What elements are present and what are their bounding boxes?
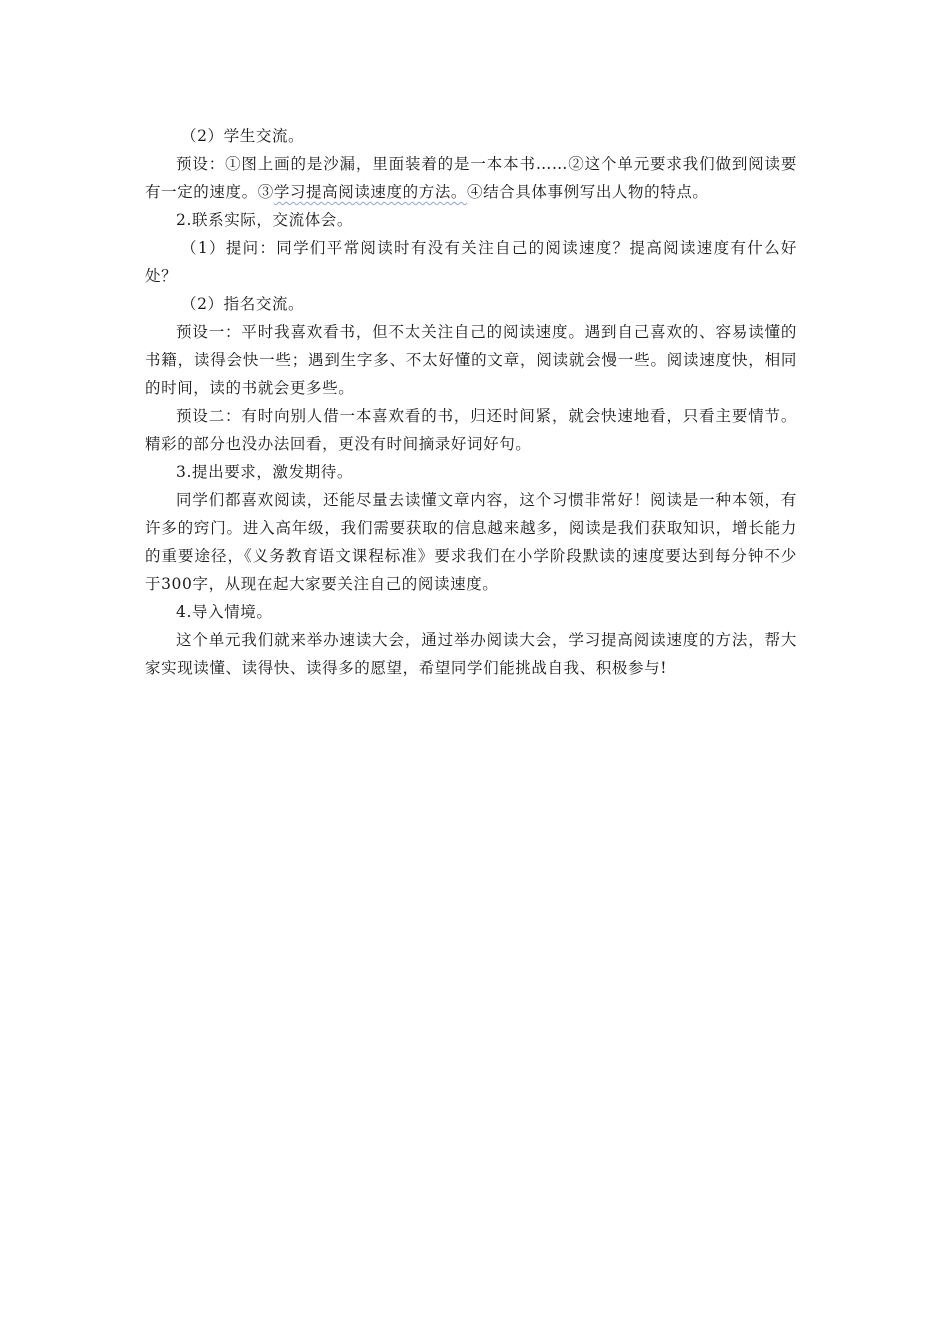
paragraph-scenario-body: 这个单元我们就来举办速读大会，通过举办阅读大会，学习提高阅读速度的方法，帮大家实现读懂、读得快、读得多的愿望，希望同学们能挑战自我、积极参与! [145,631,797,677]
paragraph-named-exchange: （2）指名交流。 [181,295,305,313]
paragraph-preset-two: 预设二：有时向别人借一本喜欢看的书，归还时间紧，就会快速地看，只看主要情节。精彩的部分也没办法回看，更没有时间摘录好词好句。 [145,407,797,453]
preset-answer-part1: 预设：①图上画的是沙漏，里面装着的是一本本书……②这个单元要求我们做到阅读要有一定的速度。③ [145,155,797,201]
paragraph-preset-one: 预设一：平时我喜欢看书，但不太关注自己的阅读速度。遇到自己喜欢的、容易读懂的书籍，读得会快一些；遇到生字多、不太好懂的文章，阅读就会慢一些。阅读速度快，相同的时间，读的书就会更多些。 [145,323,797,397]
paragraph-requirements-body: 同学们都喜欢阅读，还能尽量去读懂文章内容，这个习惯非常好！阅读是一种本领，有许多的窍门。进入高年级，我们需要获取的信息越来越多，阅读是我们获取知识，增长能力的重要途径，《义务教育语文课程标准》要求我们在小学阶段默读的速度要达到每分钟不少于300字，从现在起大家要关注自己的阅读速度。 [145,491,797,593]
paragraph-student-exchange: （2）学生交流。 [181,127,305,145]
heading-requirements: 3.提出要求，激发期待。 [176,463,353,481]
paragraph-preset-answer [145,150,797,206]
document-body [145,122,797,682]
paragraph-question: （1）提问：同学们平常阅读时有没有关注自己的阅读速度？提高阅读速度有什么好处？ [145,239,797,285]
heading-introduce-scenario: 4.导入情境。 [176,603,273,621]
preset-answer-part3: ④结合具体事例写出人物的特点。 [467,183,709,201]
heading-connect-reality: 2.联系实际，交流体会。 [176,211,353,229]
preset-answer-highlight: 学习提高阅读速度的方法。 [273,183,468,201]
